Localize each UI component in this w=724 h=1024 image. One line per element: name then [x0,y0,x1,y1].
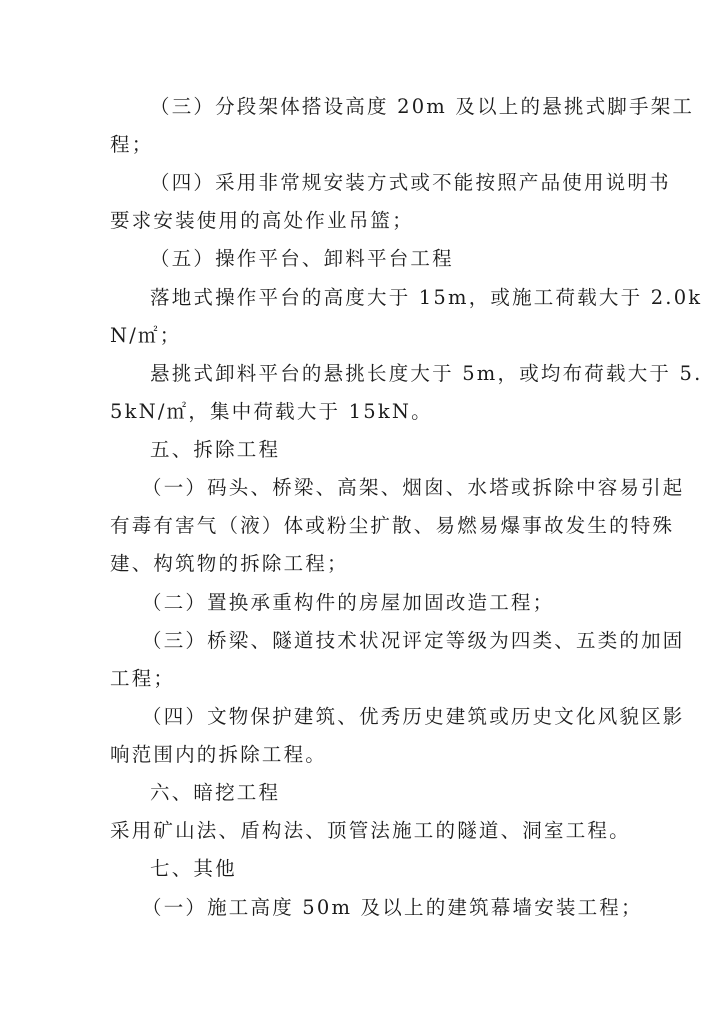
text-line: （二）置换承重构件的房屋加固改造工程； [142,591,555,614]
text-line: 五、拆除工程 [150,438,281,461]
text-line: 有毒有害气（液）体或粉尘扩散、易燃易爆事故发生的特殊 [110,514,675,537]
text-line: 建、构筑物的拆除工程； [110,552,349,575]
text-line: （一）码头、桥梁、高架、烟囱、水塔或拆除中容易引起 [142,476,685,499]
text-line: 悬挑式卸料平台的悬挑长度大于 5m，或均布荷载大于 5. [150,362,703,385]
text-line: 要求安装使用的高处作业吊篮； [110,209,414,232]
text-line: （四）文物保护建筑、优秀历史建筑或历史文化风貌区影 [142,705,685,728]
text-line: 采用矿山法、盾构法、顶管法施工的隧道、洞室工程。 [110,819,631,842]
text-line: 响范围内的拆除工程。 [110,743,328,766]
text-line: （一）施工高度 50m 及以上的建筑幕墙安装工程； [142,896,643,919]
text-line: 程； [110,133,154,156]
text-line: （五）操作平台、卸料平台工程 [150,247,454,270]
text-line: 5kN/㎡，集中荷载大于 15kN。 [110,400,433,423]
text-line: （四）采用非常规安装方式或不能按照产品使用说明书 [150,171,671,194]
text-line: 六、暗挖工程 [150,781,281,804]
text-line: 七、其他 [150,857,237,880]
text-line: （三）桥梁、隧道技术状况评定等级为四类、五类的加固 [142,629,685,652]
text-line: （三）分段架体搭设高度 20m 及以上的悬挑式脚手架工 [150,95,695,118]
text-line: 落地式操作平台的高度大于 15m，或施工荷载大于 2.0k [150,286,703,309]
text-line: 工程； [110,667,176,690]
text-line: N/㎡； [110,324,182,347]
